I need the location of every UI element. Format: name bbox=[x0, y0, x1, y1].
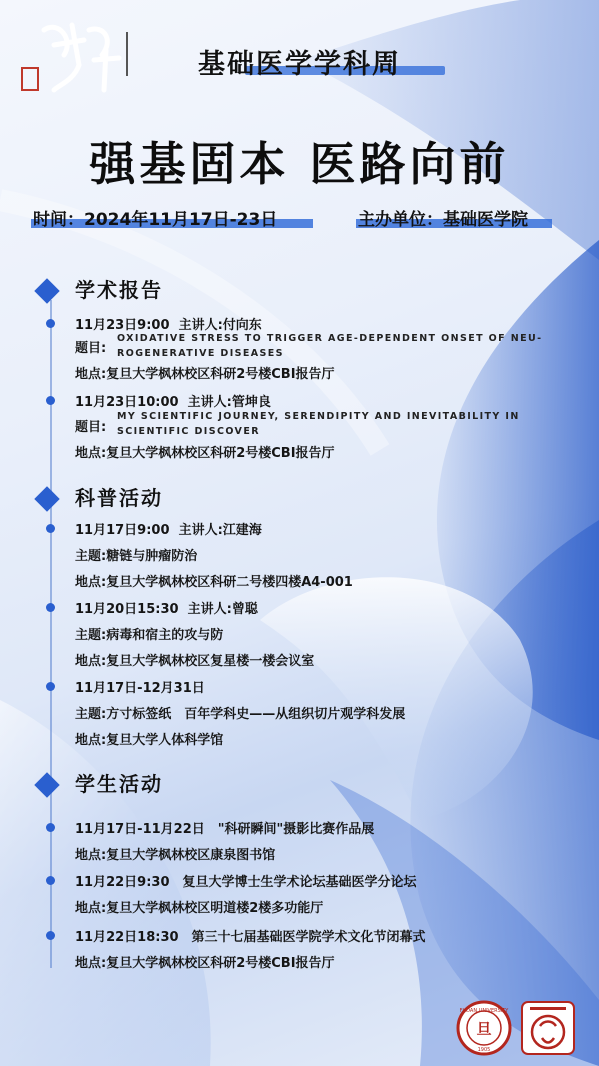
timeline-dot bbox=[46, 396, 55, 405]
timeline-dot bbox=[46, 603, 55, 612]
timeline-dot bbox=[46, 682, 55, 691]
event-topic: 主题:方寸标签纸 百年学科史——从组织切片观学科发展 bbox=[75, 707, 406, 722]
timeline-dot bbox=[46, 876, 55, 885]
organizer: 主办单位：基础医学院 bbox=[358, 205, 528, 230]
timeline-dot bbox=[46, 931, 55, 940]
section-heading: 学术报告 bbox=[75, 278, 163, 302]
section-heading: 学生活动 bbox=[75, 772, 163, 796]
event-place: 地点:复旦大学枫林校区科研二号楼四楼A4-001 bbox=[75, 575, 353, 590]
event-time-speaker: 11月23日9:00 主讲人:付向东 bbox=[75, 318, 262, 333]
page-title: 强基固本 医路向前 bbox=[89, 137, 510, 191]
svg-text:1905: 1905 bbox=[477, 1047, 491, 1053]
title-label: 题目: bbox=[75, 341, 107, 356]
svg-text:旦: 旦 bbox=[476, 1020, 492, 1038]
event-place: 地点:复旦大学枫林校区明道楼2楼多功能厅 bbox=[75, 901, 324, 916]
event-place: 地点:复旦大学枫林校区科研2号楼CBI报告厅 bbox=[75, 367, 335, 382]
title-label: 题目: bbox=[75, 420, 107, 435]
event-line: 11月17日-11月22日 "科研瞬间"摄影比赛作品展 bbox=[75, 822, 375, 837]
timeline-dot bbox=[46, 823, 55, 832]
event-time: 11月17日-12月31日 bbox=[75, 681, 205, 696]
section-heading: 科普活动 bbox=[75, 486, 163, 510]
event-line: 11月22日18:30 第三十七届基础医学院学术文化节闭幕式 bbox=[75, 930, 426, 945]
school-emblem bbox=[520, 1000, 576, 1056]
event-line: 11月22日9:30 复旦大学博士生学术论坛基础医学分论坛 bbox=[75, 875, 417, 890]
svg-text:FUDAN UNIVERSITY: FUDAN UNIVERSITY bbox=[459, 1008, 509, 1014]
talk-title-line: ROGENERATIVE DISEASES bbox=[117, 348, 284, 359]
talk-title-line: MY SCIENTIFIC JOURNEY, SERENDIPITY AND INEVITABILITY IN bbox=[117, 411, 520, 422]
timeline-dot bbox=[46, 319, 55, 328]
timeline-dot bbox=[46, 524, 55, 533]
event-time-speaker: 11月23日10:00 主讲人:管坤良 bbox=[75, 395, 271, 410]
event-place: 地点:复旦大学枫林校区科研2号楼CBI报告厅 bbox=[75, 956, 335, 971]
event-time-speaker: 11月17日9:00 主讲人:江建海 bbox=[75, 523, 262, 538]
subtitle: 基础医学学科周 bbox=[0, 42, 599, 81]
fudan-university-seal bbox=[456, 1000, 512, 1056]
event-place: 地点:复旦大学枫林校区科研2号楼CBI报告厅 bbox=[75, 446, 335, 461]
event-place: 地点:复旦大学枫林校区复星楼一楼会议室 bbox=[75, 654, 315, 669]
event-topic: 主题:病毒和宿主的攻与防 bbox=[75, 628, 224, 643]
event-topic: 主题:糖链与肿瘤防治 bbox=[75, 549, 198, 564]
talk-title-line: OXIDATIVE STRESS TO TRIGGER AGE-DEPENDENT ONSET OF NEU- bbox=[117, 333, 543, 344]
event-time-speaker: 11月20日15:30 主讲人:曾聪 bbox=[75, 602, 258, 617]
talk-title-line: SCIENTIFIC DISCOVER bbox=[117, 426, 260, 437]
event-time: 时间：2024年11月17日-23日 bbox=[33, 205, 277, 230]
event-place: 地点:复旦大学枫林校区康泉图书馆 bbox=[75, 848, 276, 863]
event-place: 地点:复旦大学人体科学馆 bbox=[75, 733, 224, 748]
